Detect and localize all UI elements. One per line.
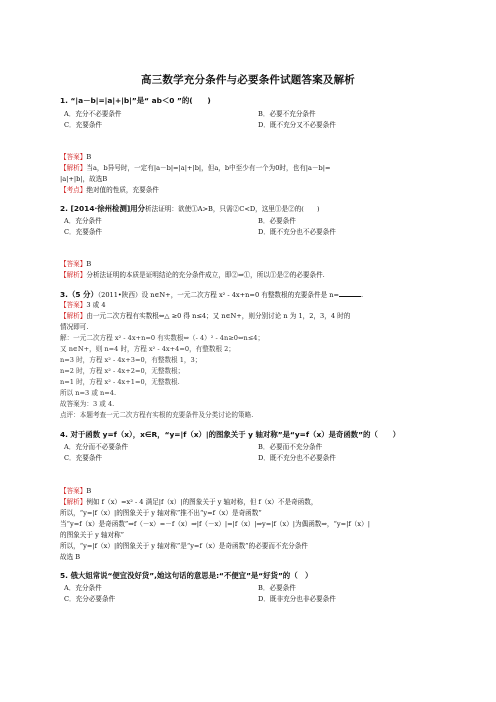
q1-option-a: A．充分不必要条件	[64, 110, 122, 118]
q3-solution-line: 点评：本题考查一元二次方程有实根的充要条件及分类讨论的策略.	[60, 411, 254, 419]
answer-blank	[339, 290, 364, 299]
question-4-stem: 4. 对于函数 y=f（x），x∈R，“y=|f（x）|的图象关于 y 轴对称”是“y=f（x）是奇函数”的（ ）	[60, 430, 400, 439]
q3-solution-line: n=1 时，方程 x² - 4x+1=0，无整数根.	[60, 378, 180, 386]
q1-answer	[60, 153, 91, 161]
answer-tag: 【答案】	[60, 301, 87, 309]
q2-answer	[60, 260, 91, 268]
q3-stem-end: .	[361, 291, 364, 299]
q1-keypoint	[60, 186, 159, 194]
q5-option-a: A．充分条件	[64, 584, 102, 592]
answer-tag: 【答案】	[60, 260, 87, 268]
q1-explanation-1	[60, 164, 331, 172]
answer-value: B	[86, 487, 92, 495]
q3-solution-line: 所以 n=3 或 n=4.	[60, 389, 117, 397]
q2-stem-bold: 2. [2014·徐州检测]用分	[60, 204, 146, 213]
keypoint-text: 绝对值的性质，充要条件	[86, 186, 159, 194]
q4-option-d: D．既不充分也不必要条件	[258, 454, 336, 462]
explanation-text: 当a，b异号时，一定有|a－b|=|a|+|b|，但a，b中至少有一个为0时，也有|a－b|=	[86, 164, 331, 172]
q5-option-c: C．充分必要条件	[64, 595, 116, 603]
q4-explanation-line: 所以，“y=|f（x）|的图象关于 y 轴对称”是“y=f（x）是奇函数”的必要而不充分条件	[60, 542, 308, 550]
q4-explanation-line: 故选 B	[60, 553, 81, 561]
question-3-stem	[60, 290, 363, 299]
answer-value: B	[86, 260, 92, 268]
explanation-tag: 【解析】	[60, 271, 87, 279]
q5-option-b: B．必要条件	[258, 584, 296, 592]
q3-explanation-1	[60, 312, 350, 320]
explanation-tag: 【解析】	[60, 164, 87, 172]
q4-option-c: C．充要条件	[64, 454, 103, 462]
explanation-text: 分析法证明的本质是证明结论的充分条件成立，即②⇒①，所以①是②的必要条件.	[86, 271, 325, 279]
explanation-text: 例如 f（x）=x² - 4 满足|f（x）|的图象关于 y 轴对称，但 f（x）不是奇函数，	[86, 498, 318, 506]
q1-explanation-2: |a|+|b|，故选B	[60, 175, 108, 183]
explanation-text: 由一元二次方程有实数根⇔△ ≥0 得 n≤4；又 n∈N+，则分别讨论 n 为 1，2，3，4 时的	[86, 312, 351, 320]
q3-explanation-2: 情况即可.	[60, 323, 89, 331]
q2-explanation	[60, 271, 325, 279]
page-title: 高三数学充分条件与必要条件试题答案及解析	[141, 74, 355, 86]
q4-explanation-line: 的图象关于 y 轴对称”	[60, 531, 125, 539]
q2-option-c: C．充要条件	[64, 228, 103, 236]
q3-solution-line: 解：一元二次方程 x² - 4x+n=0 有实数根⇔（- 4）² - 4n≥0⇔n≤4；	[60, 334, 265, 342]
q1-option-c: C．充要条件	[64, 121, 103, 129]
keypoint-tag: 【考点】	[60, 186, 87, 194]
q3-answer	[60, 301, 106, 309]
q3-solution-line: n=2 时，方程 x² - 4x+2=0，无整数根；	[60, 367, 185, 375]
q2-option-b: B．必要条件	[258, 217, 296, 225]
answer-tag: 【答案】	[60, 153, 87, 161]
question-1-stem: 1. “|a－b|=|a|+|b|”是“ ab＜0 ”的( )	[60, 96, 211, 105]
q3-solution-line: n=3 时，方程 x² - 4x+3=0，有整数根 1，3；	[60, 356, 202, 364]
explanation-tag: 【解析】	[60, 312, 87, 320]
q1-option-b: B．必要不充分条件	[258, 110, 316, 118]
q3-solution-line: 又 n∈N+，则 n=4 时，方程 x² - 4x+4=0，有整数根 2；	[60, 345, 235, 353]
q4-explanation-1	[60, 498, 317, 506]
q4-explanation-line: 所以，“y=|f（x）|的图象关于 y 轴对称”推不出“y=f（x）是奇函数”	[60, 509, 262, 517]
q4-explanation-line: 当“y=f（x）是奇函数”⇒f（－x）=－f（x）⇒|f（－x）|=|f（x）|⇒y=|f（x）|为偶函数⇒，“y=|f（x）|	[60, 520, 370, 528]
question-5-stem: 5. 俄大姐常说“便宜没好货”,她这句话的意思是:“不便宜”是“好货”的（ ）	[60, 571, 313, 580]
q3-stem-rest: （2011•陕西）设 n∈N+，一元二次方程 x² - 4x+n=0 有整数根的充要条件是 n=	[97, 291, 340, 299]
q2-option-a: A．充分条件	[64, 217, 102, 225]
question-2-stem	[60, 205, 320, 213]
q5-option-d: D．既非充分也非必要条件	[258, 595, 336, 603]
q2-option-d: D．既不充分也不必要条件	[258, 228, 336, 236]
q4-option-b: B．必要而不充分条件	[258, 443, 323, 451]
answer-value: B	[86, 153, 92, 161]
q4-option-a: A．充分而不必要条件	[64, 443, 129, 451]
q3-solution-line: 故答案为：3 或 4.	[60, 400, 115, 408]
explanation-tag: 【解析】	[60, 498, 87, 506]
q3-stem-bold: 3.（5 分）	[60, 290, 98, 299]
q1-option-d: D．既不充分又不必要条件	[258, 121, 336, 129]
answer-tag: 【答案】	[60, 487, 87, 495]
q4-answer	[60, 487, 91, 495]
answer-value: 3 或 4	[86, 301, 106, 309]
q2-stem-rest: 析法证明：欲使①A>B，只需②C<D，这里①是②的( )	[145, 205, 320, 213]
